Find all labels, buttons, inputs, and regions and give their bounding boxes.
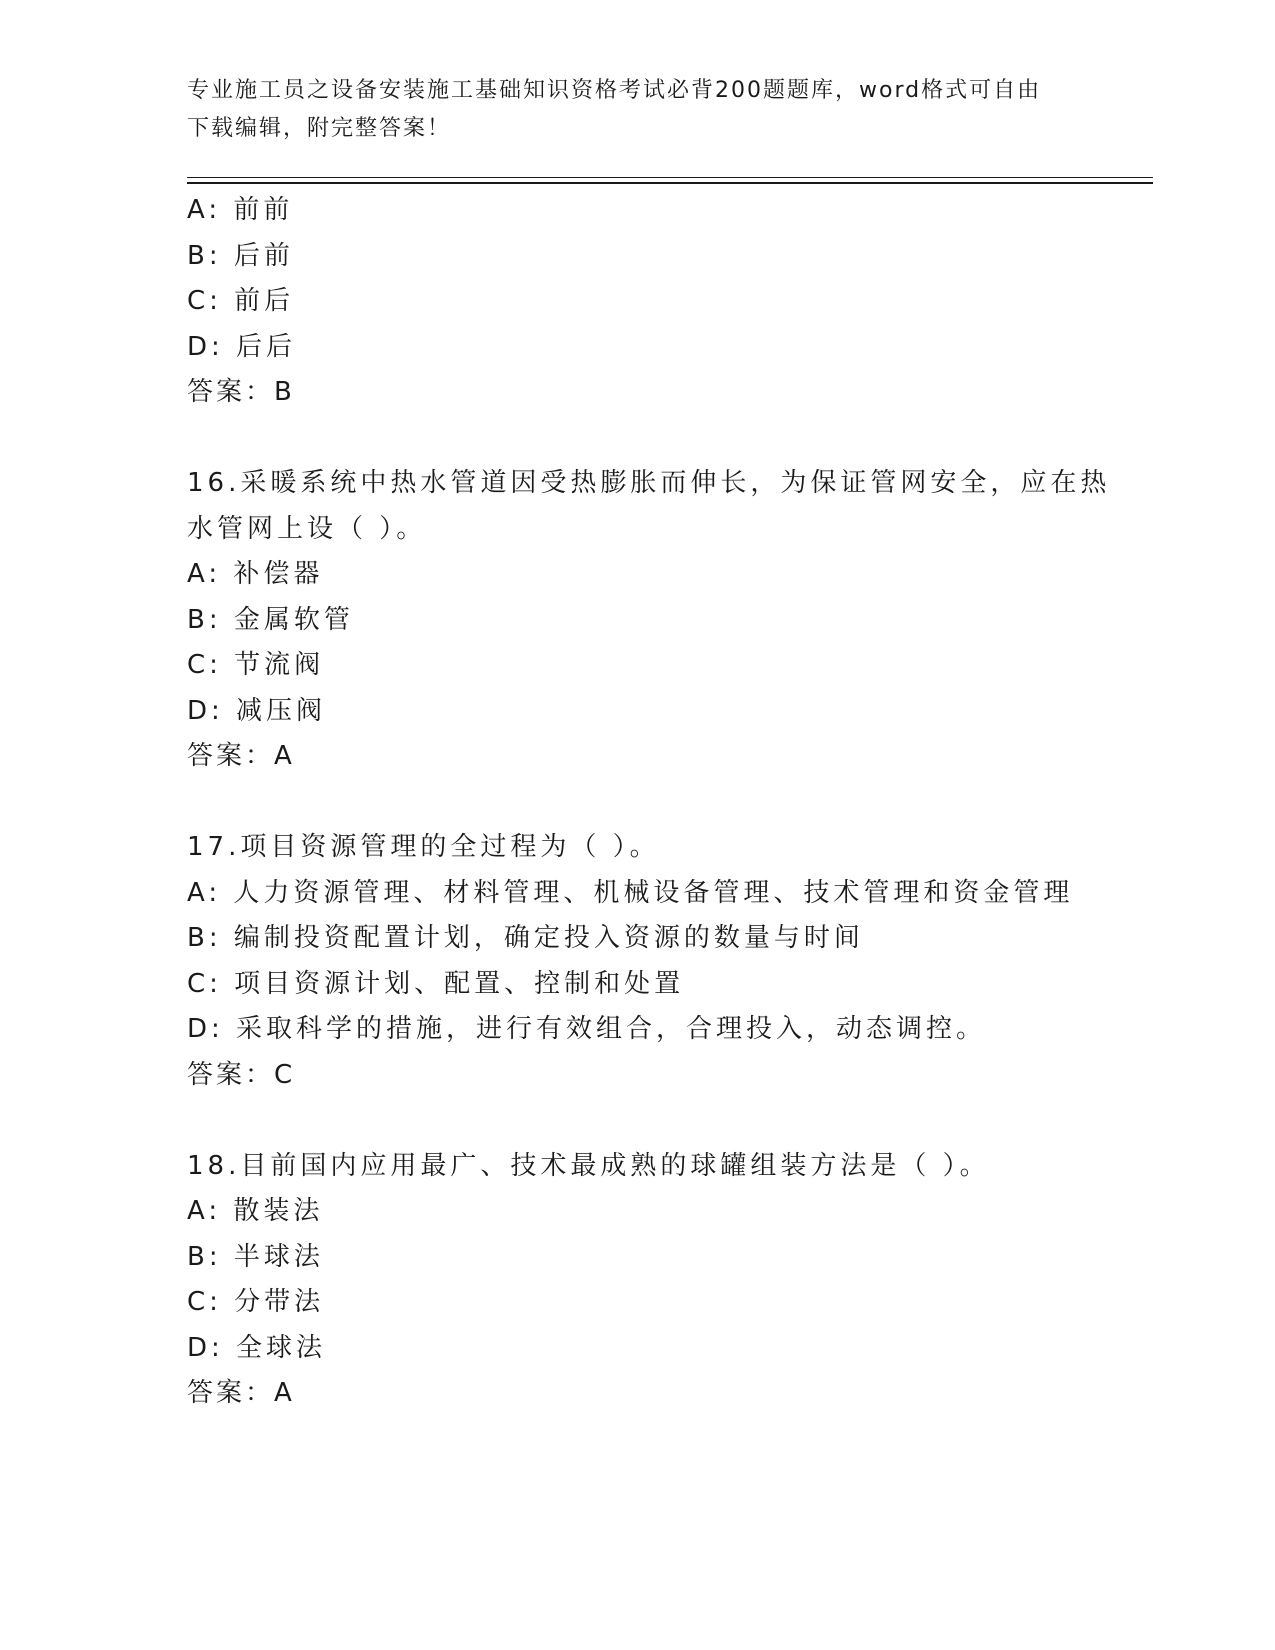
question-stem: 17.项目资源管理的全过程为（ ）。	[187, 832, 660, 862]
spacer	[187, 416, 1087, 462]
option-b: B: 编制投资配置计划，确定投入资源的数量与时间	[187, 923, 864, 953]
option-c: C: 分带法	[187, 1287, 325, 1317]
option-a: A: 前前	[187, 195, 294, 225]
option-a: A: 补偿器	[187, 559, 324, 589]
document-header	[187, 72, 1087, 148]
option-d: D: 采取科学的措施，进行有效组合，合理投入，动态调控。	[187, 1014, 987, 1044]
header-line-2: 下载编辑，附完整答案！	[187, 116, 452, 141]
question-stem: 18.目前国内应用最广、技术最成熟的球罐组装方法是（ ）。	[187, 1150, 990, 1181]
option-d: D: 减压阀	[187, 695, 327, 726]
question-15	[187, 188, 1087, 416]
spacer	[187, 1098, 1087, 1144]
question-16	[187, 461, 1111, 780]
question-18	[187, 1144, 1087, 1417]
question-content	[187, 188, 1111, 1417]
question-17	[187, 825, 1087, 1098]
answer-line: 答案：B	[187, 377, 295, 407]
header-line-1: 专业施工员之设备安装施工基础知识资格考试必背200题题库，word格式可自由	[187, 78, 1042, 103]
option-a: A: 散装法	[187, 1196, 324, 1226]
header-divider-thick	[187, 182, 1153, 184]
answer-line: 答案：A	[187, 741, 295, 771]
option-c: C: 节流阀	[187, 650, 325, 680]
option-c: C: 前后	[187, 286, 295, 316]
option-d: D: 后后	[187, 331, 297, 362]
option-d: D: 全球法	[187, 1332, 327, 1363]
question-stem-line-2: 水管网上设（ ）。	[187, 513, 427, 544]
option-b: B: 后前	[187, 240, 294, 271]
option-a: A: 人力资源管理、材料管理、机械设备管理、技术管理和资金管理	[187, 877, 1074, 908]
question-stem-line-1: 16.采暖系统中热水管道因受热膨胀而伸长，为保证管网安全，应在热	[187, 468, 1111, 498]
answer-line: 答案：A	[187, 1378, 295, 1408]
answer-line: 答案：C	[187, 1059, 296, 1090]
spacer	[187, 780, 1087, 826]
header-divider-thin	[187, 177, 1153, 178]
option-b: B: 半球法	[187, 1241, 324, 1272]
option-c: C: 项目资源计划、配置、控制和处置	[187, 968, 685, 999]
option-b: B: 金属软管	[187, 604, 354, 635]
